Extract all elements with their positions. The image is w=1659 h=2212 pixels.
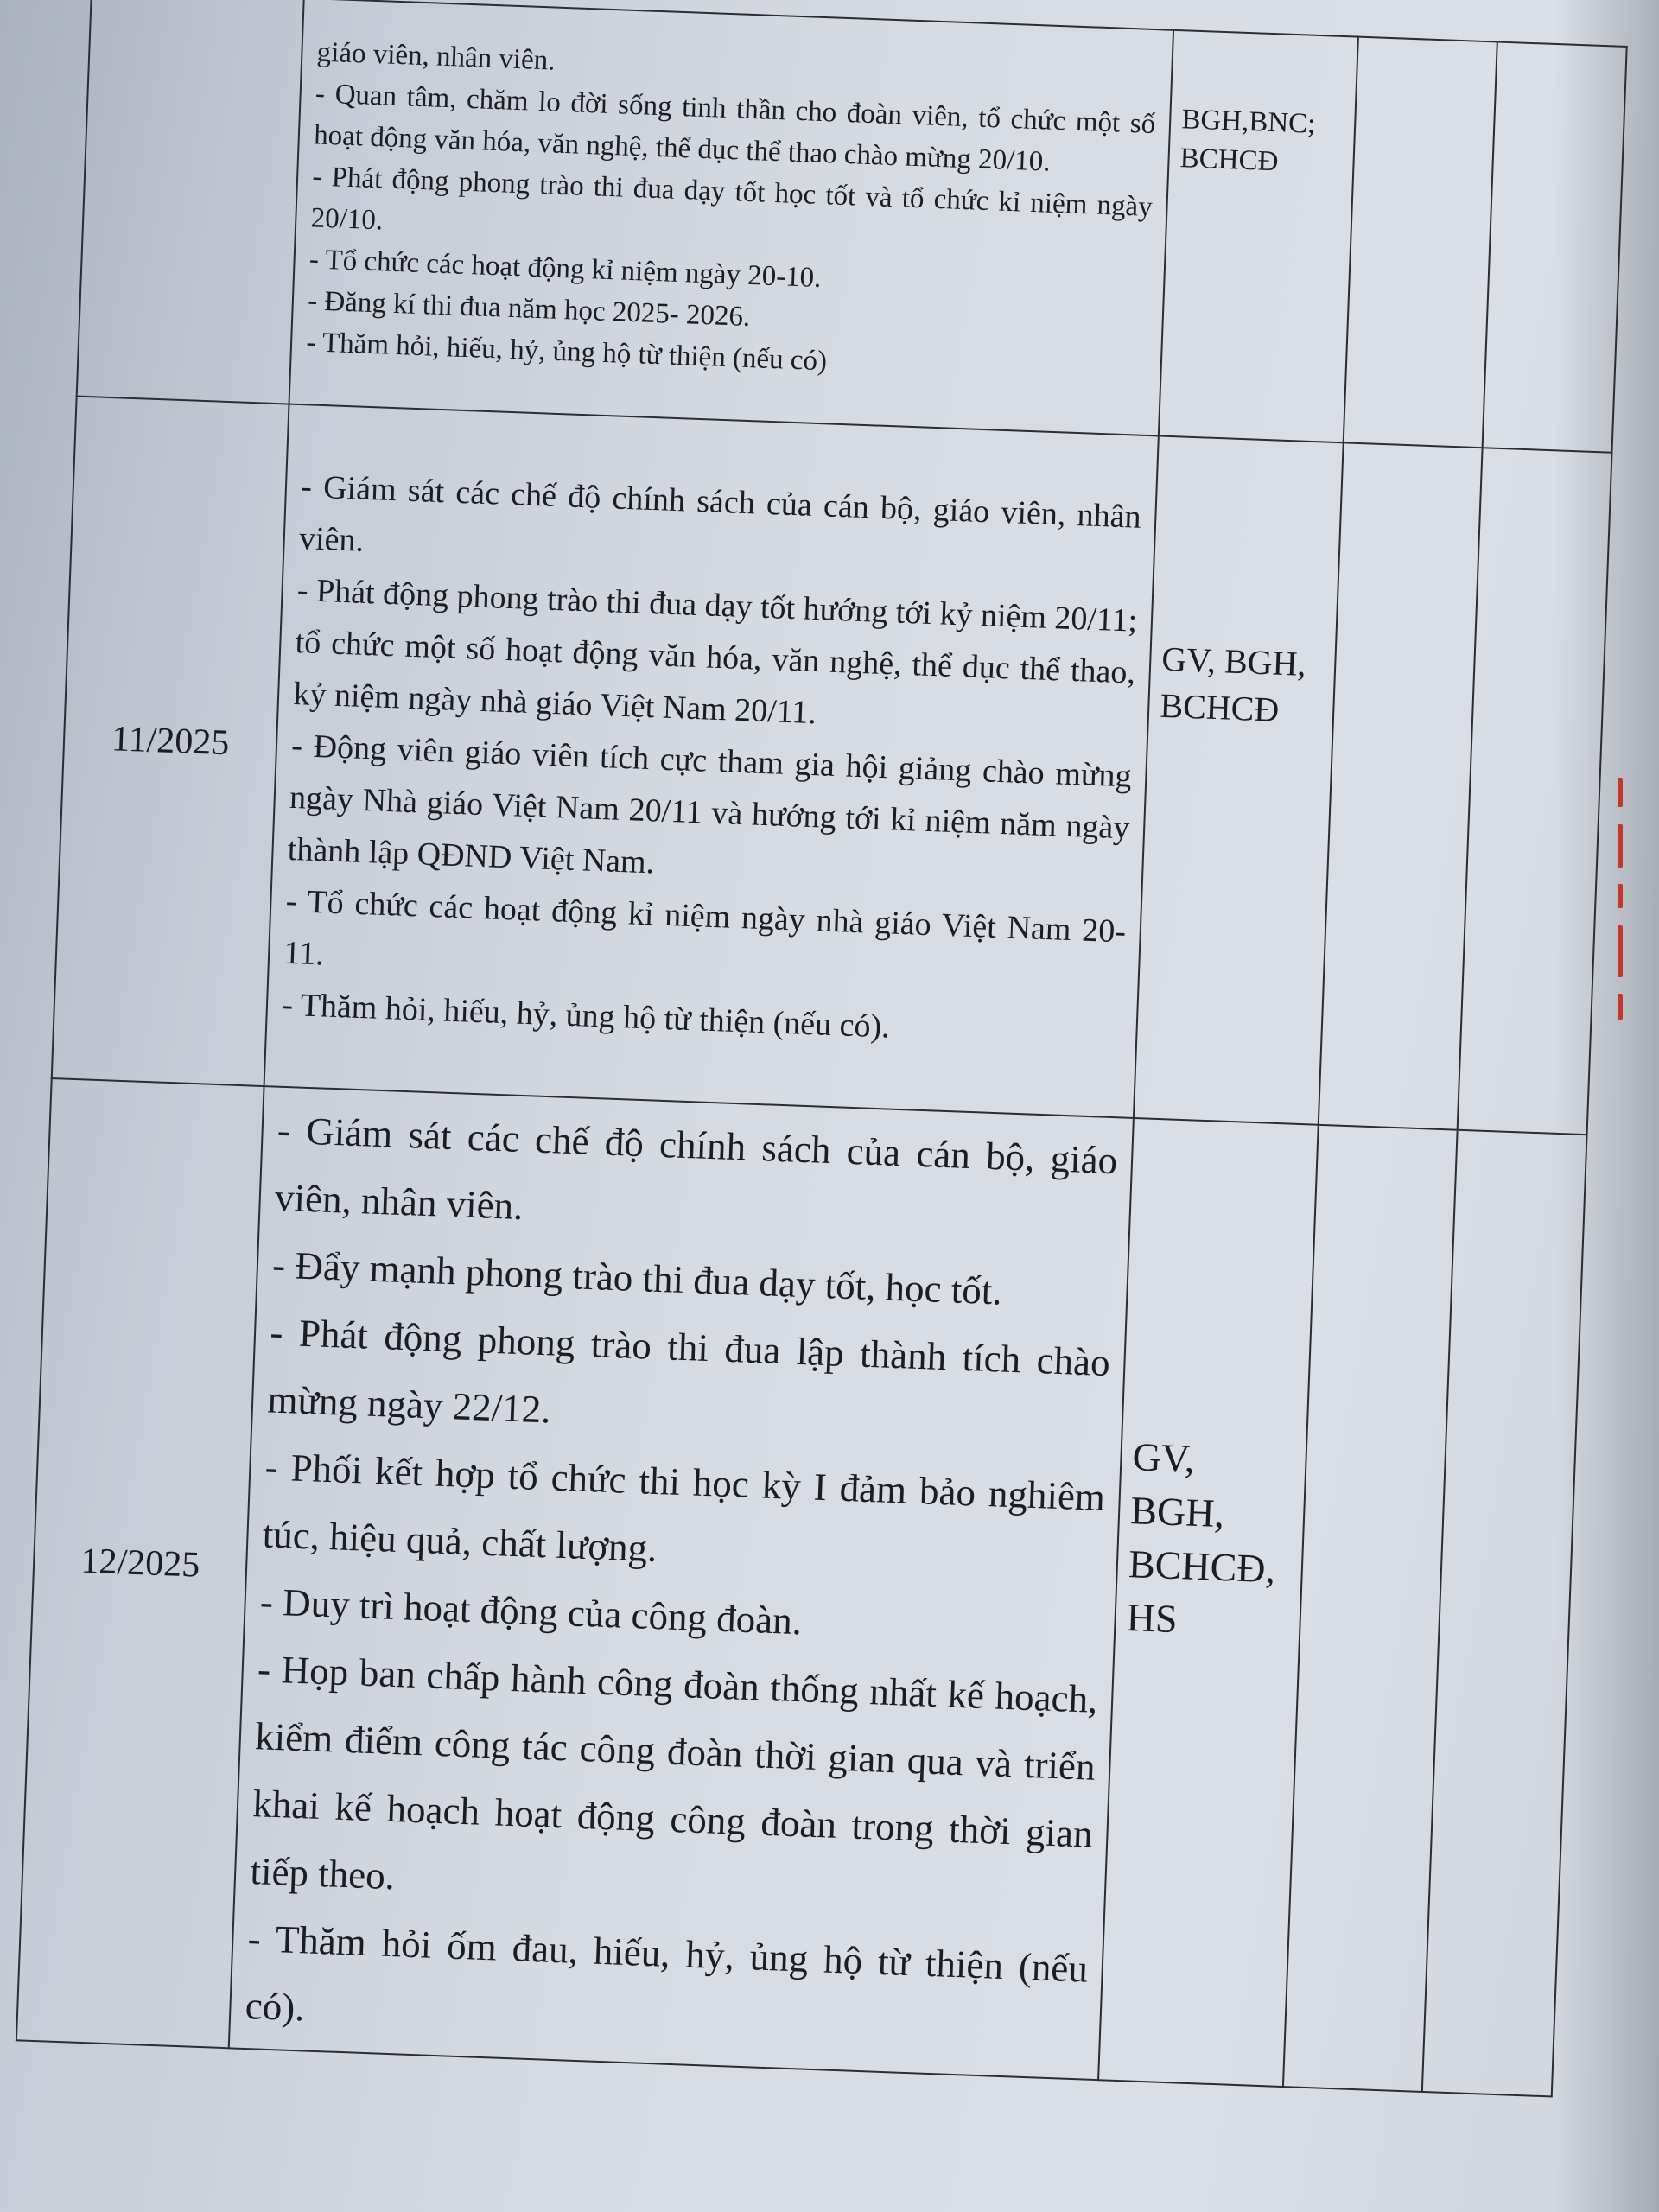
list-item: - Giám sát các chế độ chính sách của cán bộ, giáo viên, nhân viên. <box>298 468 1142 559</box>
table-row <box>77 0 1627 453</box>
list-item: - Tổ chức các hoạt động kỉ niệm ngày nhà giáo Việt Nam 20-11. <box>283 882 1127 973</box>
list-item: - Thăm hỏi, hiếu, hỷ, ủng hộ từ thiện (nếu có) <box>305 327 828 378</box>
responsible-text: GV, BGH, BCHCĐ <box>1159 639 1307 729</box>
empty-cell <box>1344 37 1497 448</box>
table-row <box>52 397 1612 1135</box>
table-row <box>16 1078 1587 2096</box>
list-item: - Giám sát các chế độ chính sách của cán bộ, giáo viên, nhân viên. <box>274 1108 1119 1229</box>
list-item: - Tổ chức các hoạt động kỉ niệm ngày 20-10. <box>308 244 823 295</box>
list-item: - Phát động phong trào thi đua dạy tốt hướng tới kỷ niệm 20/11; tổ chức một số hoạt động văn hóa, văn nghệ, thể dục thể thao, kỷ niệm ngày nhà giáo Việt Nam 20/11. <box>292 572 1138 732</box>
list-item: - Phối kết hợp tổ chức thi học kỳ I đảm bảo nghiêm túc, hiệu quả, chất lượng. <box>262 1445 1106 1571</box>
month-cell: 11/2025 <box>52 397 289 1086</box>
responsible-cell <box>1134 435 1344 1124</box>
list-item: - Đẩy mạnh phong trào thi đua dạy tốt, học tốt. <box>271 1243 1003 1313</box>
responsible-cell <box>1159 30 1358 443</box>
month-cell: 12/2025 <box>16 1078 264 2048</box>
responsible-cell <box>1098 1118 1319 2087</box>
list-item: - Thăm hỏi, hiếu, hỷ, ủng hộ từ thiện (nếu có). <box>281 986 891 1046</box>
responsible-text: GV, BGH, BCHCĐ, HS <box>1125 1434 1276 1642</box>
list-item: - Duy trì hoạt động của công đoàn. <box>259 1580 803 1643</box>
plan-table-wrapper <box>14 0 1644 2136</box>
content-cell <box>289 0 1173 435</box>
content-cell <box>264 404 1159 1118</box>
empty-cell <box>1319 442 1482 1129</box>
responsible-text: BGH,BNC; BCHCĐ <box>1179 104 1316 177</box>
empty-cell <box>1483 42 1627 453</box>
activity-plan-table <box>16 0 1628 2097</box>
empty-cell <box>1458 448 1612 1135</box>
list-item: - Họp ban chấp hành công đoàn thống nhất kế hoạch, kiểm điểm công tác công đoàn thời gian qua và triển khai kế hoạch hoạt động công đoàn trong thời gian tiếp theo. <box>249 1647 1099 1898</box>
list-item: - Quan tâm, chăm lo đời sống tinh thần cho đoàn viên, tổ chức một số hoạt động văn hóa, văn nghệ, thể dục thể thao chào mừng 20/10. <box>313 78 1156 178</box>
list-item: - Phát động phong trào thi đua dạy tốt học tốt và tổ chức kỉ niệm ngày 20/10. <box>310 161 1154 237</box>
list-item: - Phát động phong trào thi đua lập thành tích chào mừng ngày 22/12. <box>266 1310 1111 1432</box>
list-item: - Đăng kí thi đua năm học 2025- 2026. <box>307 285 751 334</box>
list-item: - Thăm hỏi ốm đau, hiếu, hỷ, ủng hộ từ thiện (nếu có). <box>244 1916 1089 2030</box>
list-item: giáo viên, nhân viên. <box>316 36 556 77</box>
content-cell <box>229 1086 1134 2080</box>
month-cell <box>77 0 304 404</box>
list-item: - Động viên giáo viên tích cực tham gia hội giảng chào mừng ngày Nhà giáo Việt Nam 20/11 và hướng tới kỉ niệm năm ngày thành lập QĐND Việt Nam. <box>287 727 1133 881</box>
